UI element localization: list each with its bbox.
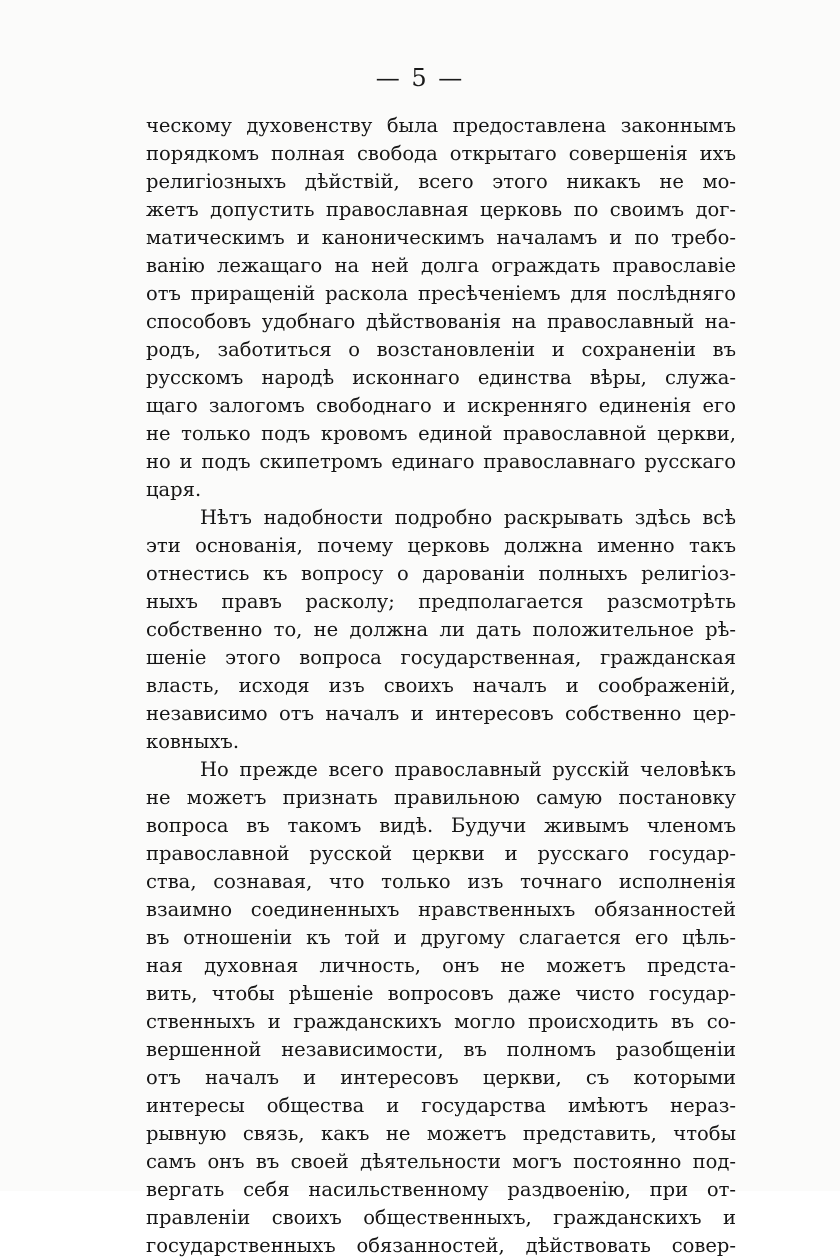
text-line: не только подъ кровомъ единой православной церкви, bbox=[146, 422, 736, 445]
text-line: отъ приращеній раскола пресѣченіемъ для послѣдняго bbox=[146, 282, 736, 305]
text-line: государственныхъ обязанностей, дѣйствовать совер- bbox=[146, 1234, 736, 1257]
text-line: русскомъ народѣ исконнаго единства вѣры, служа- bbox=[146, 366, 736, 389]
text-line: родъ, заботиться о возстановленіи и сохраненіи въ bbox=[146, 338, 736, 361]
text-line: отъ началъ и интересовъ церкви, съ которыми bbox=[146, 1066, 736, 1089]
page-number: — 5 — bbox=[375, 64, 465, 92]
text-line: религіозныхъ дѣйствій, всего этого никакъ не мо- bbox=[146, 170, 736, 193]
text-line: ныхъ правъ расколу; предполагается разсмотрѣть bbox=[146, 590, 736, 613]
text-line: вершенной независимости, въ полномъ разобщеніи bbox=[146, 1038, 736, 1061]
text-line: ная духовная личность, онъ не можетъ предста- bbox=[146, 954, 736, 977]
text-line: власть, исходя изъ своихъ началъ и соображеній, bbox=[146, 674, 736, 697]
text-line: самъ онъ въ своей дѣятельности могъ постоянно под- bbox=[146, 1150, 736, 1173]
text-line: рывную связь, какъ не можетъ представить, чтобы bbox=[146, 1122, 736, 1145]
text-line: ства, сознавая, что только изъ точнаго исполненія bbox=[146, 870, 736, 893]
body-text bbox=[146, 112, 736, 1260]
text-line: независимо отъ началъ и интересовъ собственно цер- bbox=[146, 702, 736, 725]
text-line: эти основанія, почему церковь должна именно такъ bbox=[146, 534, 736, 557]
paragraph-start-line: Нѣтъ надобности подробно раскрывать здѣсь всѣ bbox=[200, 506, 736, 529]
text-line: отнестись къ вопросу о дарованіи полныхъ религіоз- bbox=[146, 562, 736, 585]
text-line: но и подъ скипетромъ единаго православнаго русскаго bbox=[146, 450, 736, 473]
text-line: не можетъ признать правильною самую постановку bbox=[146, 786, 736, 809]
text-line: ческому духовенству была предоставлена законнымъ bbox=[146, 114, 736, 137]
text-line: православной русской церкви и русскаго государ- bbox=[146, 842, 736, 865]
text-line: матическимъ и каноническимъ началамъ и по требо- bbox=[146, 226, 736, 249]
text-line: правленіи своихъ общественныхъ, гражданскихъ и bbox=[146, 1206, 736, 1229]
text-line: шеніе этого вопроса государственная, гражданская bbox=[146, 646, 736, 669]
text-line: ванію лежащаго на ней долга ограждать православіе bbox=[146, 254, 736, 277]
text-line: способовъ удобнаго дѣйствованія на православный на- bbox=[146, 310, 736, 333]
text-line: щаго залогомъ свободнаго и искренняго единенія его bbox=[146, 394, 736, 417]
text-line: вопроса въ такомъ видѣ. Будучи живымъ членомъ bbox=[146, 814, 736, 837]
text-line: собственно то, не должна ли дать положительное рѣ- bbox=[146, 618, 736, 641]
text-line: въ отношеніи къ той и другому слагается его цѣль- bbox=[146, 926, 736, 949]
text-line: жетъ допустить православная церковь по своимъ дог- bbox=[146, 198, 736, 221]
paragraph-start-line: Но прежде всего православный русскій человѣкъ bbox=[200, 758, 736, 781]
text-line: ковныхъ. bbox=[146, 730, 240, 753]
text-line: царя. bbox=[146, 478, 202, 501]
text-line: взаимно соединенныхъ нравственныхъ обязанностей bbox=[146, 898, 736, 921]
text-line: порядкомъ полная свобода открытаго совершенія ихъ bbox=[146, 142, 736, 165]
text-line: вить, чтобы рѣшеніе вопросовъ даже чисто государ- bbox=[146, 982, 736, 1005]
text-line: вергать себя насильственному раздвоенію, при от- bbox=[146, 1178, 736, 1201]
text-line: ственныхъ и гражданскихъ могло происходить въ со- bbox=[146, 1010, 736, 1033]
text-line: интересы общества и государства имѣютъ нераз- bbox=[146, 1094, 736, 1117]
